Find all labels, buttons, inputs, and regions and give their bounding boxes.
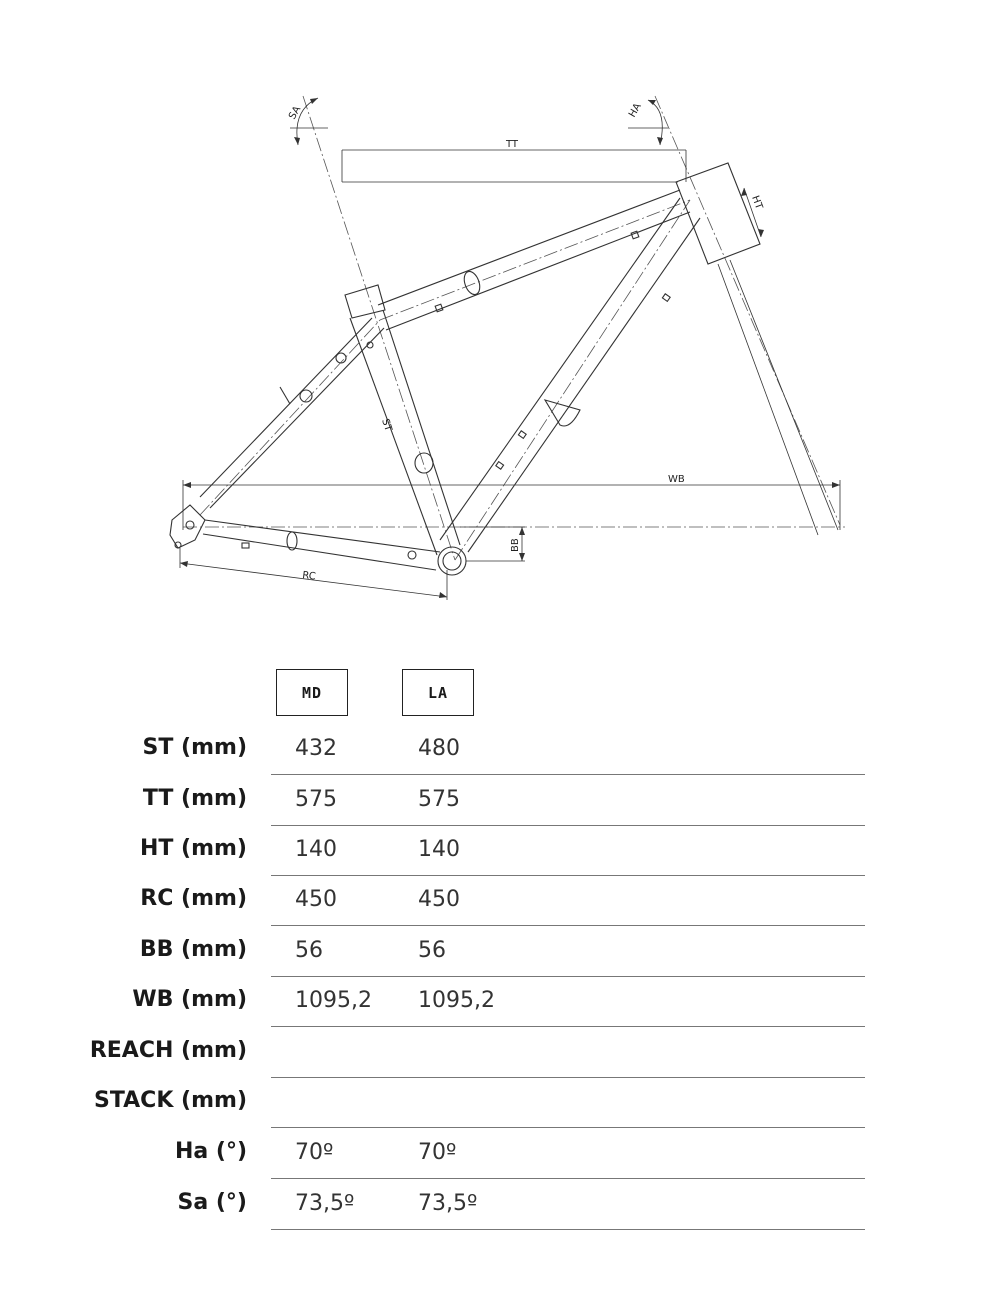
row-label: STACK (mm) <box>94 1088 247 1113</box>
value-la: 450 <box>418 887 460 912</box>
value-md: 56 <box>295 938 323 963</box>
ha-label: HA <box>627 101 644 120</box>
centerlines <box>183 96 845 560</box>
value-md: 140 <box>295 837 337 862</box>
table-row-st <box>0 725 1000 775</box>
value-md: 70º <box>295 1140 334 1165</box>
row-label: ST (mm) <box>142 735 247 760</box>
sa-label: SA <box>287 104 304 122</box>
value-la: 70º <box>418 1140 457 1165</box>
bottom-bracket <box>438 547 466 575</box>
value-la: 73,5º <box>418 1191 478 1216</box>
seat-stays <box>200 318 384 508</box>
value-md: 73,5º <box>295 1191 355 1216</box>
row-label: BB (mm) <box>139 937 247 962</box>
row-divider <box>271 1229 865 1230</box>
row-label: Sa (°) <box>177 1190 247 1215</box>
table-row-sa <box>0 1180 1000 1230</box>
chain-stays <box>170 505 440 570</box>
row-divider <box>271 1026 865 1027</box>
table-row-tt <box>0 776 1000 826</box>
value-la: 480 <box>418 736 460 761</box>
size-header-md: MD <box>276 669 348 716</box>
value-la: 575 <box>418 787 460 812</box>
seat-tube <box>345 285 460 555</box>
table-row-ht <box>0 826 1000 876</box>
size-header-la: LA <box>402 669 474 716</box>
st-label: ST <box>379 417 394 433</box>
value-md: 1095,2 <box>295 988 372 1013</box>
tt-label: TT <box>506 139 519 150</box>
row-divider <box>271 1127 865 1128</box>
down-tube <box>440 198 700 552</box>
value-md: 432 <box>295 736 337 761</box>
frame-geometry-diagram <box>0 0 1000 640</box>
table-row-stack <box>0 1078 1000 1128</box>
value-la: 56 <box>418 938 446 963</box>
value-la: 140 <box>418 837 460 862</box>
head-angle-marker <box>627 100 668 145</box>
rc-label: RC <box>301 570 317 583</box>
wb-dimension <box>183 474 840 530</box>
fork <box>718 260 838 535</box>
row-label: WB (mm) <box>132 987 247 1012</box>
rc-dimension <box>180 548 447 600</box>
value-md: 575 <box>295 787 337 812</box>
wb-label: WB <box>668 474 685 485</box>
row-divider <box>271 925 865 926</box>
table-row-wb <box>0 977 1000 1027</box>
row-divider <box>271 1178 865 1179</box>
row-label: HT (mm) <box>139 836 247 861</box>
table-row-reach <box>0 1028 1000 1078</box>
row-label: RC (mm) <box>140 886 247 911</box>
table-row-ha <box>0 1129 1000 1179</box>
row-label: REACH (mm) <box>89 1038 247 1063</box>
row-divider <box>271 774 865 775</box>
tt-dimension <box>342 139 686 182</box>
row-label: TT (mm) <box>142 786 247 811</box>
bb-dimension <box>460 527 525 561</box>
table-row-bb <box>0 927 1000 977</box>
seat-angle-marker <box>287 98 328 145</box>
bb-label: BB <box>510 538 521 552</box>
ht-label: HT <box>749 194 765 211</box>
table-row-rc <box>0 876 1000 926</box>
head-tube <box>676 163 764 264</box>
row-label: Ha (°) <box>174 1139 247 1164</box>
value-la: 1095,2 <box>418 988 495 1013</box>
value-md: 450 <box>295 887 337 912</box>
